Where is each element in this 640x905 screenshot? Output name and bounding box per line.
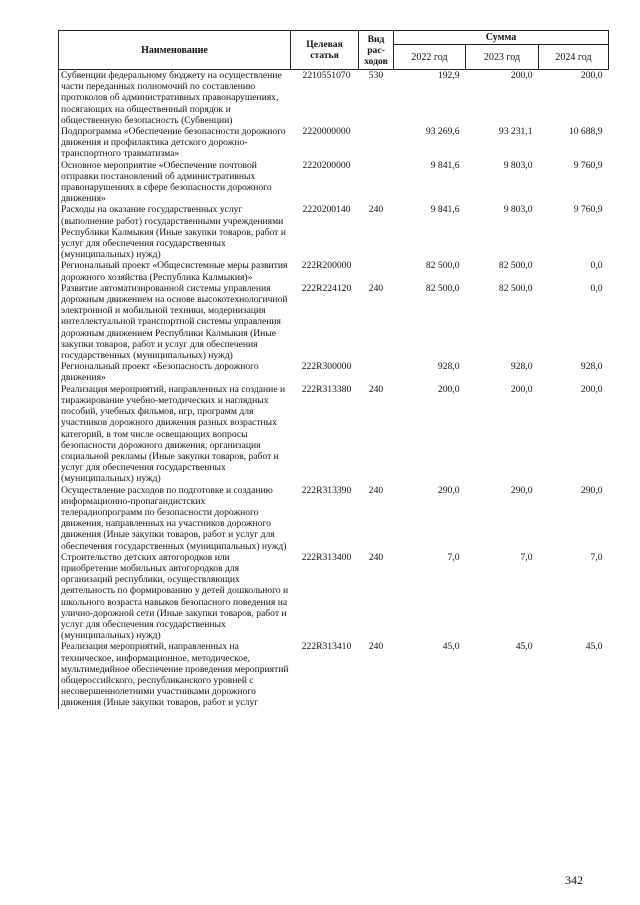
row-vid: 240 xyxy=(368,551,384,563)
row-name: Осуществление расходов по подготовке и созданию информационно-пропагандистских телерадиопрограмм по безопасности дорожного движения, направленных на участников дорожного движения (Иные закупки товаров, работ и услуг для обеспечения государственных (муниципальных) нужд) xyxy=(59,485,291,552)
row-vid xyxy=(359,361,394,383)
row-name: Развитие автоматизированной системы управления дорожным движением на основе высокотехнологичной электронной и мобильной техники, модернизация интеллектуальной транспортной системы управления дорожным движением Республики Калмыкия (Иные закупки товаров, работ и услуг для обеспечения государственных (муниципальных) нужд) xyxy=(59,283,291,361)
row-sum-2024: 7,0 xyxy=(590,551,603,563)
table-row xyxy=(59,384,609,485)
row-sum-2024: 0,0 xyxy=(590,282,603,294)
row-sum-2022: 9 841,6 xyxy=(430,204,460,216)
row-name: Строительство детских автогородков или приобретение мобильных автогородков для организаций республики, осуществляющих деятельность по формированию у детей дошкольного и школьного возраста навыков безопасного поведения на улично-дорожной сети (Иные закупки товаров, работ и услуг для обеспечения государственных (муниципальных) нужд) xyxy=(59,552,291,642)
budget-table xyxy=(58,30,609,709)
row-name: Основное мероприятие «Обеспечение почтовой отправки постановлений об административных правонарушениях в сфере безопасности дорожного движения» xyxy=(59,160,291,205)
row-code: 222R300000 xyxy=(301,361,352,373)
row-code: 222R313390 xyxy=(301,484,352,496)
row-vid: 240 xyxy=(368,641,384,653)
row-name: Подпрограмма «Обеспечение безопасности дорожного движения и профилактика детского дорожно-транспортного травматизма» xyxy=(59,126,291,160)
row-sum-2024: 10 688,9 xyxy=(568,126,603,138)
row-sum-2023: 7,0 xyxy=(520,551,533,563)
row-vid: 240 xyxy=(368,383,384,395)
row-sum-2022: 200,0 xyxy=(437,383,460,395)
row-sum-2023: 93 231,1 xyxy=(498,126,533,138)
row-sum-2023: 82 500,0 xyxy=(498,282,533,294)
row-code: 2220000000 xyxy=(302,126,351,138)
row-sum-2023: 290,0 xyxy=(510,484,533,496)
header-year-2023: 2023 год xyxy=(466,45,539,70)
row-sum-2024: 928,0 xyxy=(580,361,603,373)
row-sum-2024: 200,0 xyxy=(580,383,603,395)
table-row xyxy=(59,126,609,160)
table-row xyxy=(59,70,609,127)
row-sum-2023: 9 803,0 xyxy=(503,204,533,216)
row-vid xyxy=(359,260,394,282)
row-sum-2023: 200,0 xyxy=(510,383,533,395)
row-code: 222R313400 xyxy=(301,551,352,563)
row-vid: 240 xyxy=(368,204,384,216)
row-name: Региональный проект «Общесистемные меры развития дорожного хозяйства (Республика Калмыкия)» xyxy=(59,260,291,282)
table-row xyxy=(59,485,609,552)
row-name: Расходы на оказание государственных услуг (выполнение работ) государственными учреждениями Республики Калмыкия (Иные закупки товаров, работ и услуг для обеспечения государственных (муниципальных) нужд) xyxy=(59,204,291,260)
row-sum-2023: 45,0 xyxy=(515,641,533,653)
row-vid: 530 xyxy=(368,70,384,81)
row-vid xyxy=(359,126,394,160)
header-code: Целевая статья xyxy=(291,31,359,70)
table-row xyxy=(59,204,609,260)
row-name: Реализация мероприятий, направленных на техническое, информационное, методическое, мультимедийное обеспечение проведения мероприятий общероссийского, республиканского уровней с несовершеннолетними участниками дорожного движения (Иные закупки товаров, работ и услуг xyxy=(59,641,291,708)
row-code: 2210551070 xyxy=(302,70,351,81)
row-sum-2022: 45,0 xyxy=(442,641,460,653)
row-sum-2023: 9 803,0 xyxy=(503,159,533,171)
row-sum-2022: 192,9 xyxy=(437,70,460,81)
row-sum-2023: 928,0 xyxy=(510,361,533,373)
table-row xyxy=(59,260,609,282)
row-sum-2022: 290,0 xyxy=(437,484,460,496)
row-sum-2024: 9 760,9 xyxy=(573,159,603,171)
row-sum-2022: 82 500,0 xyxy=(425,260,460,272)
row-sum-2022: 7,0 xyxy=(447,551,460,563)
row-vid xyxy=(359,160,394,205)
row-code: 2220200140 xyxy=(302,204,351,216)
header-sum: Сумма xyxy=(394,31,609,45)
row-sum-2024: 9 760,9 xyxy=(573,204,603,216)
page-number: 342 xyxy=(565,873,583,887)
header-year-2024: 2024 год xyxy=(539,45,609,70)
row-name: Субвенции федеральному бюджету на осуществление части переданных полномочий по составлению протоколов об административных правонарушениях, посягающих на общественный порядок и общественную безопасность (Субвенции) xyxy=(59,70,291,127)
row-sum-2024: 200,0 xyxy=(580,70,603,81)
table-row xyxy=(59,552,609,642)
row-sum-2023: 82 500,0 xyxy=(498,260,533,272)
row-name: Региональный проект «Безопасность дорожного движения» xyxy=(59,361,291,383)
row-code: 222R313410 xyxy=(301,641,352,653)
table-row xyxy=(59,641,609,708)
row-sum-2024: 0,0 xyxy=(590,260,603,272)
row-sum-2024: 290,0 xyxy=(580,484,603,496)
header-name: Наименование xyxy=(59,31,291,70)
table-row xyxy=(59,361,609,383)
row-vid: 240 xyxy=(368,282,384,294)
row-code: 2220200000 xyxy=(302,159,351,171)
row-name: Реализация мероприятий, направленных на создание и тиражирование учебно-методических и наглядных пособий, учебных фильмов, игр, программ для участников дорожного движения разных возрастных категорий, в том числе освещающих вопросы безопасности дорожного движения, организация социальной рекламы (Иные закупки товаров, работ и услуг для обеспечения государственных (муниципальных) нужд) xyxy=(59,384,291,485)
row-code: 222R200000 xyxy=(301,260,352,272)
row-code: 222R313380 xyxy=(301,383,352,395)
row-sum-2024: 45,0 xyxy=(585,641,603,653)
header-year-2022: 2022 год xyxy=(394,45,466,70)
row-sum-2022: 93 269,6 xyxy=(425,126,460,138)
row-vid: 240 xyxy=(368,484,384,496)
row-sum-2023: 200,0 xyxy=(510,70,533,81)
row-sum-2022: 928,0 xyxy=(437,361,460,373)
row-sum-2022: 9 841,6 xyxy=(430,159,460,171)
table-row xyxy=(59,283,609,361)
table-row xyxy=(59,160,609,205)
row-sum-2022: 82 500,0 xyxy=(425,282,460,294)
header-vid: Вид рас-ходов xyxy=(359,31,394,70)
row-code: 222R224120 xyxy=(301,282,352,294)
